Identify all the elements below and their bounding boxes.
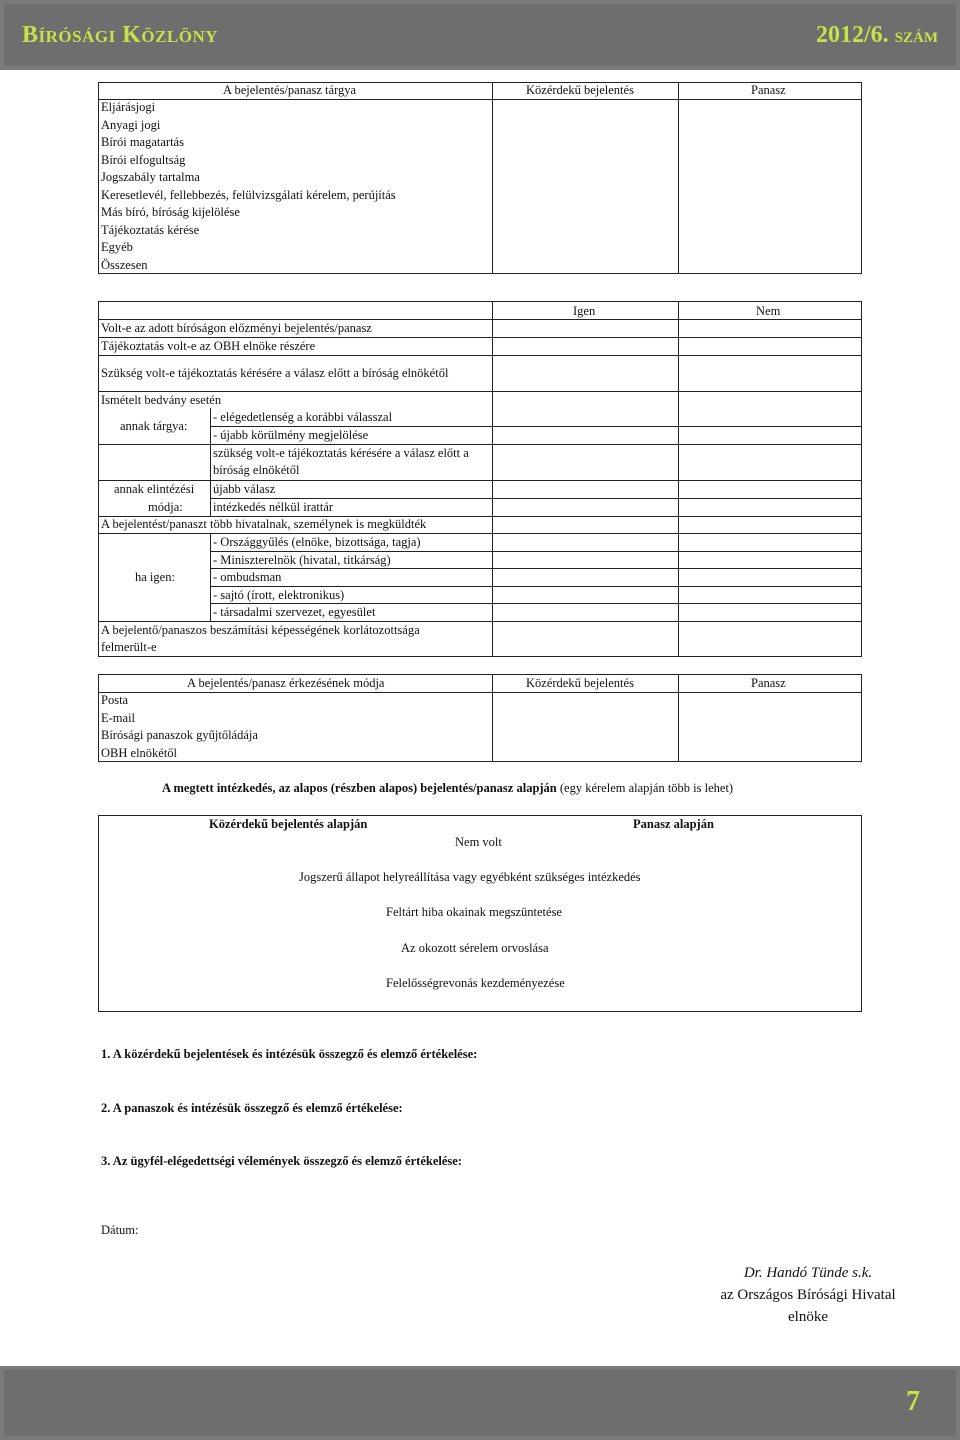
subject-row: Jogszabály tartalma [101, 170, 200, 184]
arrival-row: OBH elnökétől [101, 746, 178, 760]
arrival-row: Posta [101, 693, 129, 707]
subject-table-col-line-2 [678, 82, 679, 274]
measures-item: Jogszerű állapot helyreállítása vagy egyébként szükséges intézkedés [299, 870, 641, 884]
details-subject-item: szükség volt-e tájékoztatás kérésére a válasz előtt a [213, 446, 469, 460]
details-sent-item: - Miniszterelnök (hivatal, titkárság) [213, 553, 391, 567]
measures-item: Az okozott sérelem orvoslása [401, 941, 549, 955]
details-capacity: felmerült-e [101, 640, 157, 654]
details-handling-item: intézkedés nélkül irattár [213, 500, 334, 514]
measures-title-note: (egy kérelem alapján több is lehet) [559, 781, 734, 795]
subject-table-header-subject: A bejelentés/panasz tárgya [223, 83, 357, 97]
measures-title [162, 780, 733, 797]
details-q2: Tájékoztatás volt-e az OBH elnöke részére [101, 339, 316, 353]
arrival-header-line [98, 692, 862, 693]
details-sent-item: - sajtó (írott, elektronikus) [213, 588, 345, 602]
subject-row: Bírói magatartás [101, 135, 184, 149]
details-repeat: Ismételt bedvány esetén [101, 393, 222, 407]
subject-row: Egyéb [101, 240, 133, 254]
details-subject-item: - elégedetlenség a korábbi válasszal [213, 410, 393, 424]
measures-col-left: Közérdekű bejelentés alapján [209, 817, 368, 831]
subject-row: Bírói elfogultság [101, 153, 186, 167]
details-line [98, 355, 862, 356]
arrival-header-method: A bejelentés/panasz érkezésének módja [187, 676, 385, 690]
measures-item: Nem volt [455, 835, 502, 849]
subject-table-col-line-1 [492, 82, 493, 274]
subject-table-header-complaint: Panasz [751, 83, 786, 97]
subject-row: Keresetlevél, fellebbezés, felülvizsgálati kérelem, perújítás [101, 188, 396, 202]
issue-word: szám [894, 22, 938, 47]
section-2: 2. A panaszok és intézésük összegző és elemző értékelése: [101, 1101, 403, 1115]
details-sent-item: - ombudsman [213, 570, 282, 584]
arrival-header-complaint: Panasz [751, 676, 786, 690]
section-3: 3. Az ügyfél-elégedettségi vélemények összegző és elemző értékelése: [101, 1154, 462, 1168]
details-sent: A bejelentést/panaszt több hivatalnak, személynek is megküldték [101, 517, 427, 531]
section-1: 1. A közérdekű bejelentések és intézésük összegző és elemző értékelése: [101, 1047, 478, 1061]
subject-table-header-line [98, 99, 862, 100]
signature [688, 1262, 928, 1328]
arrival-row: Bírósági panaszok gyűjtőládája [101, 728, 258, 742]
page-header-inner [4, 4, 956, 66]
subject-table [98, 82, 862, 274]
signature-line2: az Országos Bírósági Hivatal [720, 1287, 896, 1303]
measures-item: Feltárt hiba okainak megszüntetése [386, 905, 562, 919]
page-footer [0, 1366, 960, 1440]
date-label: Dátum: [101, 1223, 139, 1237]
page-number: 7 [906, 1386, 920, 1417]
details-sent-item: - társadalmi szervezet, egyesület [213, 605, 376, 619]
subject-row: Tájékoztatás kérése [101, 223, 200, 237]
measures-item: Felelősségrevonás kezdeményezése [386, 976, 565, 990]
details-handling-item: újabb válasz [213, 482, 276, 496]
details-header-yes: Igen [573, 304, 596, 318]
arrival-col-line-2 [678, 674, 679, 762]
subject-row: Anyagi jogi [101, 118, 161, 132]
subject-row: Eljárásjogi [101, 100, 156, 114]
subject-table-header-public: Közérdekű bejelentés [526, 83, 634, 97]
details-sub-col-line [210, 408, 211, 516]
details-handling-label: módja: [148, 500, 183, 514]
issue-number [816, 22, 938, 49]
page-header [0, 0, 960, 70]
details-handling-label: annak elintézési [114, 482, 195, 496]
signature-name: Dr. Handó Tünde s.k. [743, 1265, 873, 1281]
details-q1: Volt-e az adott bíróságon előzményi bejelentés/panasz [101, 321, 372, 335]
subject-row: Más bíró, bíróság kijelölése [101, 205, 240, 219]
page-footer-inner [4, 1370, 956, 1436]
details-header-no: Nem [756, 304, 781, 318]
subject-row: Összesen [101, 258, 148, 272]
details-sub-col-line [210, 533, 211, 621]
arrival-row: E-mail [101, 711, 136, 725]
measures-col-right: Panasz alapján [633, 817, 714, 831]
details-if-yes: ha igen: [135, 570, 175, 584]
details-sent-item: - Országgyűlés (elnöke, bizottsága, tagja) [213, 535, 421, 549]
details-subject-label: annak tárgya: [120, 419, 188, 433]
arrival-header-public: Közérdekű bejelentés [526, 676, 634, 690]
details-q3: Szükség volt-e tájékoztatás kérésére a válasz előtt a bíróság elnökétől [101, 366, 449, 380]
measures-title-bold: A megtett intézkedés, az alapos (részben alapos) bejelentés/panasz alapján [162, 781, 557, 795]
journal-title: Bírósági Közlöny [22, 22, 219, 48]
issue-num: 2012/6. [815, 22, 889, 48]
details-capacity: A bejelentő/panaszos beszámítási képességének korlátozottsága [101, 623, 420, 637]
details-subject-item: - újabb körülmény megjelölése [213, 428, 369, 442]
details-subject-item: bíróság elnökétől [213, 463, 300, 477]
signature-line3: elnöke [788, 1309, 828, 1325]
arrival-col-line-1 [492, 674, 493, 762]
